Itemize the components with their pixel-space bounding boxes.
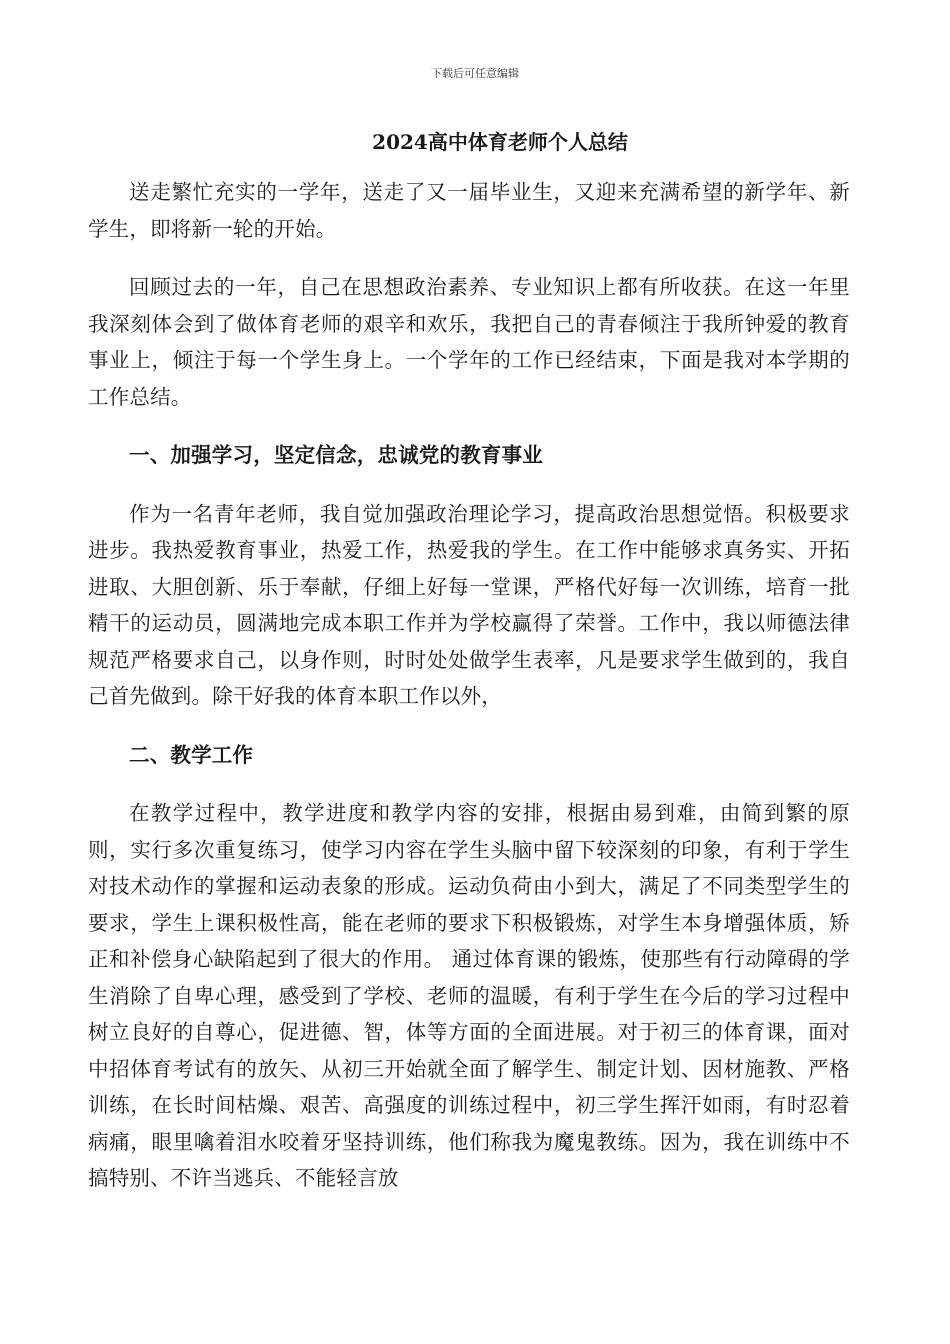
section-heading-2: 二、教学工作 [129, 742, 254, 767]
section-heading-1: 一、加强学习，坚定信念，忠诚党的教育事业 [129, 443, 543, 467]
paragraph-review: 回顾过去的一年，自己在思想政治素养、专业知识上都有所收获。在这一年里我深刻体会到了做体育老师的艰辛和欢乐，我把自己的青春倾注于我所钟爱的教育事业上，倾注于每一个学生身上。一个学年的工作已经结束，下面是我对本学期的工作总结。 [88, 275, 850, 409]
paragraph-intro: 送走繁忙充实的一学年，送走了又一届毕业生，又迎来充满希望的新学年、新学生，即将新一轮的开始。 [88, 180, 850, 241]
document-body [88, 174, 850, 1219]
paragraph-study: 作为一名青年老师，我自觉加强政治理论学习，提高政治思想觉悟。积极要求进步。我热爱教育事业，热爱工作，热爱我的学生。在工作中能够求真务实、开拓进取、大胆创新、乐于奉献，仔细上好每一堂课，严格代好每一次训练，培育一批精干的运动员，圆满地完成本职工作并为学校赢得了荣誉。工作中，我以师德法律规范严格要求自己，以身作则，时时处处做学生表率，凡是要求学生做到的，我自己首先做到。除干好我的体育本职工作以外， [88, 501, 850, 708]
document-title: 2024高中体育老师个人总结 [372, 130, 628, 154]
paragraph-teaching: 在教学过程中，教学进度和教学内容的安排，根据由易到难，由简到繁的原则，实行多次重复练习，使学习内容在学生头脑中留下较深刻的印象，有利于学生对技术动作的掌握和运动表象的形成。运动负荷由小到大，满足了不同类型学生的要求，学生上课积极性高，能在老师的要求下积极锻炼，对学生本身增强体质，矫正和补偿身心缺陷起到了很大的作用。 通过体育课的锻炼，使那些有行动障碍的学生消除了自卑心理，感受到了学校、老师的温暖，有利于学生在今后的学习过程中树立良好的自尊心，促进德、智，体等方面的全面进展。对于初三的体育课，面对中招体育考试有的放矢、从初三开始就全面了解学生、制定计划、因材施教、严格训练，在长时间枯燥、艰苦、高强度的训练过程中，初三学生挥汗如雨，有时忍着病痛，眼里噙着泪水咬着牙坚持训练，他们称我为魔鬼教练。因为，我在训练中不搞特别、不许当逃兵、不能轻言放 [88, 801, 850, 1190]
header-note: 下载后可任意编辑 [431, 67, 519, 80]
